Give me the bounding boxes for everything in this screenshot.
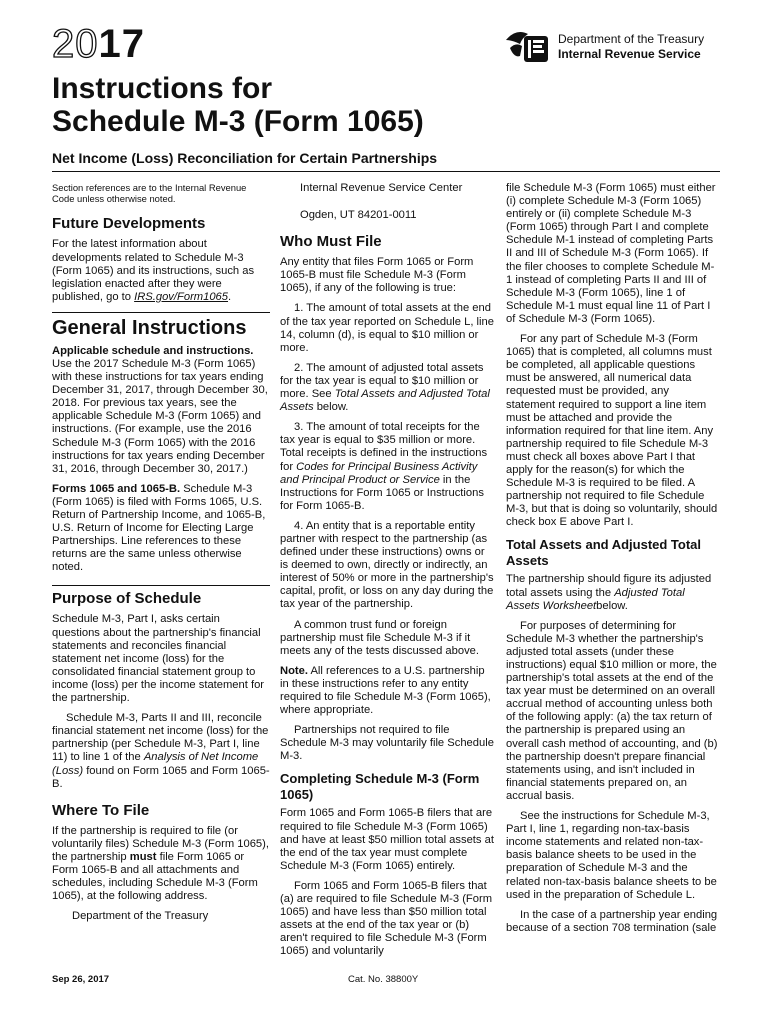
continued-paragraph-2: For any part of Schedule M-3 (Form 1065) that is completed, all columns must be completed, all applicable questions must be answered, all numerical data requested must be provided, any statement required to support a line item must be attached and provide the information required for that line item. Any partnership required to file Schedule M-3 must check all boxes above Part I that apply for the reason(s) for which the Schedule M-3 is required to be filed. A partnership not required to file Schedule M-3, but that is doing so voluntarily, should check box E above Part I. [506,333,718,529]
header-divider [52,171,720,172]
criterion-1: 1. The amount of total assets at the end of the tax year reported on Schedule L, line 14, column (d), is equal to $10 million or more. [280,302,494,354]
criterion-4: 4. An entity that is a reportable entity partner with respect to the partnership (as defined under these instructions) owns or is deemed to own, directly or indirectly, an interest of 50% or more in the partnership's capital, profit, or loss on any day during the tax year of the partnership. [280,519,494,611]
document-title [52,72,424,138]
column-2 [280,182,494,966]
trust-paragraph: A common trust fund or foreign partnership must file Schedule M-3 if it meets any of the tests discussed above. [280,618,479,657]
section-note: Section references are to the Internal Revenue Code unless otherwise noted. [52,182,247,205]
irs-form1065-link[interactable]: IRS.gov/Form1065 [134,290,229,303]
forms-paragraph: Forms 1065 and 1065-B. Schedule M-3 (Form 1065) is filed with Forms 1065, U.S. Return of Partnership Income, and 1065-B, U.S. Return of Income for Electing Large Partnerships. Line references to these returns are the same unless otherwise noted. [52,482,266,574]
year-thin: 20 [52,22,99,66]
address-line-3: Ogden, UT 84201-0011 [300,209,417,222]
criterion-2: 2. The amount of adjusted total assets for the tax year is equal to $10 million or more. See Total Assets and Adjusted Total Assets below. [280,361,490,414]
future-developments-heading: Future Developments [52,215,206,233]
continued-paragraph-1: file Schedule M-3 (Form 1065) must either (i) complete Schedule M-3 (Form 1065) entirely or (ii) complete Schedule M-3 (Form 1065) through Part I and complete Schedule M-1 instead of completing Parts II and III of Schedule M-3 (Form 1065). If the filer chooses to complete Schedule M-1 instead of completing Parts II and III of Schedule M-3 (Form 1065), line 1 of Schedule M-1 must equal line 11 of Part I of Schedule M-3 (Form 1065). [506,182,716,325]
address-line-2: Internal Revenue Service Center [300,182,463,194]
agency-irs: Internal Revenue Service [558,47,701,61]
footer-date: Sep 26, 2017 [52,974,110,985]
not-required-paragraph: Partnerships not required to file Schedule M-3 may voluntarily file Schedule M-3. [280,724,494,763]
general-instructions-heading: General Instructions [52,312,270,339]
future-developments-text: For the latest information about developments related to Schedule M-3 (Form 1065) and its instructions, such as legislation enacted after they were published, go to IRS.gov/Form1065. [52,238,255,303]
column-1 [52,182,270,930]
criterion-3: 3. The amount of total receipts for the tax year is equal to $35 million or more. Total receipts is defined in the instructions for Codes for Principal Business Activity and Principal Product or Service in the Instructions for Form 1065 or Instructions for Form 1065-B. [280,421,488,512]
year [52,24,145,64]
applicable-paragraph: Applicable schedule and instructions. Use the 2017 Schedule M-3 (Form 1065) with these instructions for tax years ending December 31, 2017, through December 30, 2018. For previous tax years, see the applicable Schedule M-3 (Form 1065) and instructions. (For example, use the 2016 Schedule M-3 (Form 1065) with the 2016 instructions for tax years ending December 31, 2016, through December 30, 2017.) [52,344,268,475]
purpose-paragraph-2: Schedule M-3, Parts II and III, reconcile financial statement net income (loss) for the partnership (per Schedule M-3, Part I, line 11) to line 1 of the Analysis of Net Income (Loss) found on Form 1065 and Form 1065-B. [52,712,270,790]
total-assets-paragraph-1: The partnership should figure its adjusted total assets using the Adjusted Total Assets Worksheetbelow. [506,573,712,612]
completing-paragraph-1: Form 1065 and Form 1065-B filers that are required to file Schedule M-3 (Form 1065) and have at least $50 million total assets at the end of the tax year must complete Schedule M-3 (Form 1065) entirely. [280,807,494,872]
address-line-1: Department of the Treasury [72,910,209,923]
note-paragraph: Note. All references to a U.S. partnership in these instructions refer to any entity required to file Schedule M-3 (Form 1065), where appropriate. [280,664,491,717]
total-assets-paragraph-4: In the case of a partnership year ending because of a section 708 termination (sale [506,908,718,934]
document-subtitle: Net Income (Loss) Reconciliation for Certain Partnerships [52,150,438,166]
completing-paragraph-2: Form 1065 and Form 1065-B filers that (a) are required to file Schedule M-3 (Form 1065) and have less than $50 million total assets at the end of the tax year or (b) aren't required to file Schedule M-3 (Form 1065) and voluntarily [280,879,493,958]
total-assets-heading: Total Assets and Adjusted Total Assets [506,537,702,569]
irs-eagle-logo-icon [502,26,552,66]
title-line-1: Instructions for [52,72,273,105]
completing-heading: Completing Schedule M-3 (Form 1065) [280,771,480,803]
agency-department: Department of the Treasury [558,32,705,46]
purpose-heading: Purpose of Schedule [52,585,270,607]
where-to-file-heading: Where To File [52,801,150,819]
total-assets-paragraph-2: For purposes of determining for Schedule M-3 whether the partnership's adjusted total assets (under these instructions) equal $10 million or more, the partnership's total assets at the end of the tax year must be determined on an overall accrual method of accounting unless both of the following apply: (a) the tax return of the partnership is prepared using an overall cash method of accounting, and (b) the partnership doesn't prepare financial statements using, and isn't included in financial statements prepared on, an accrual basis. [506,619,718,802]
column-3 [506,182,720,942]
agency [558,32,704,62]
footer-catalog-number: Cat. No. 38800Y [348,974,419,985]
who-intro: Any entity that files Form 1065 or Form 1065-B must file Schedule M-3 (Form 1065), if any of the following is true: [280,256,474,295]
where-to-file-text: If the partnership is required to file (or voluntarily files) Schedule M-3 (Form 1065), the partnership must file Form 1065 or Form 1065-B and all attachments and schedules, including Schedule M-3 (Form 1065), at the following address. [52,824,269,903]
title-line-2: Schedule M-3 (Form 1065) [52,105,424,138]
total-assets-paragraph-3: See the instructions for Schedule M-3, Part I, line 1, regarding non-tax-basis income statements and related non-tax-basis balance sheets to be used in the preparation of Schedule M-3 and the related non-tax-basis balance sheets to be used in the preparation of Schedule L. [506,810,717,901]
purpose-paragraph-1: Schedule M-3, Part I, asks certain questions about the partnership's financial statements and reconciles financial statement net income (loss) for the consolidated financial statement group to income (loss) per the income statement for the partnership. [52,613,265,705]
who-must-file-heading: Who Must File [280,233,382,251]
year-bold: 17 [98,22,145,66]
